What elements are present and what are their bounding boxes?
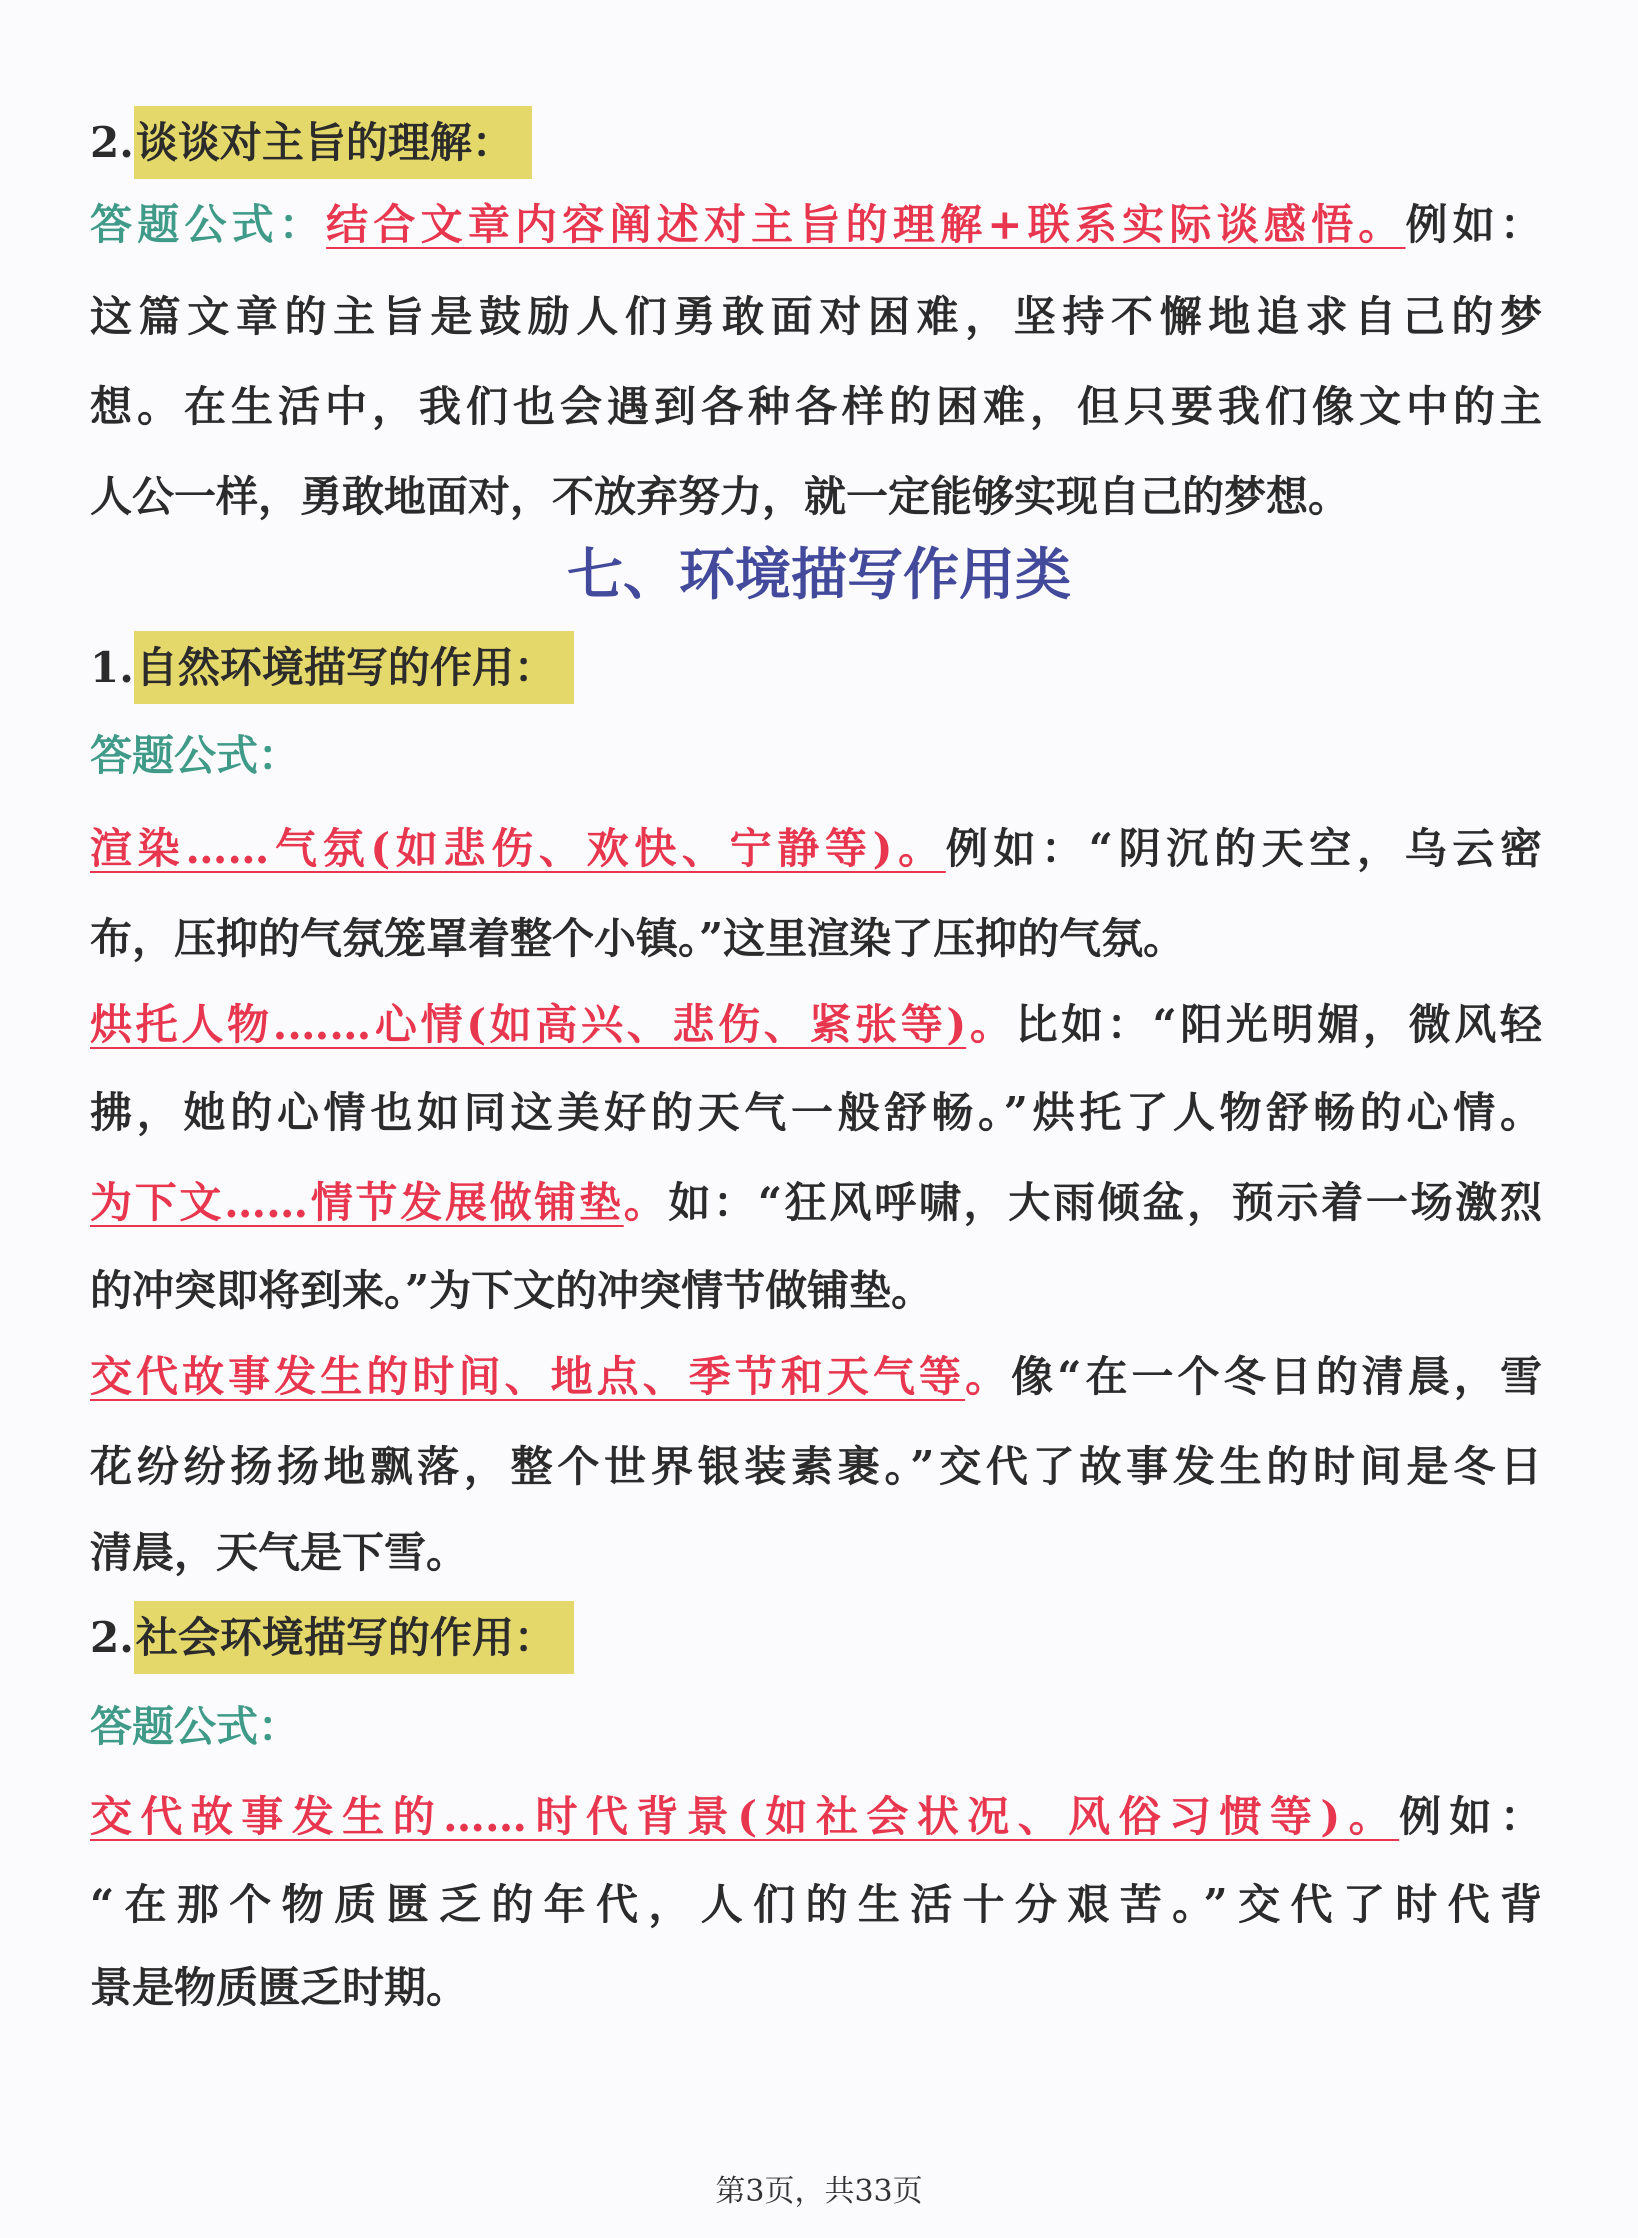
highlighted-title: 社会环境描写的作用： [134, 1601, 574, 1674]
highlighted-title: 谈谈对主旨的理解： [134, 106, 532, 179]
formula-text: 结合文章内容阐述对主旨的理解+联系实际谈感悟。 [326, 200, 1406, 249]
text-line: 这篇文章的主旨是鼓励人们勇敢面对困难，坚持不懈地追求自己的梦 [90, 292, 1542, 341]
text-line: 清晨，天气是下雪。 [90, 1528, 469, 1577]
example-text: 比如：“阳光明媚，微风轻 [1015, 1000, 1542, 1049]
example-text: 如：“狂风呼啸，大雨倾盆，预示着一场激烈 [668, 1178, 1542, 1227]
formula-label: 答题公式： [90, 200, 327, 249]
text-line: 想。在生活中，我们也会遇到各种各样的困难，但只要我们像文中的主 [90, 382, 1542, 431]
formula-text: 交代故事发生的时间、地点、季节和天气等 [90, 1352, 966, 1401]
heading-number: 2. [90, 118, 134, 167]
item-line [90, 1173, 1542, 1233]
example-label: 例如： [1399, 1792, 1542, 1841]
formula-text: 烘托人物.……心情(如高兴、悲伤、紧张等) [90, 1000, 967, 1049]
text-line: 布，压抑的气氛笼罩着整个小镇。”这里渲染了压抑的气氛。 [90, 914, 1186, 963]
formula-text: 渲染……气氛(如悲伤、欢快、宁静等)。 [90, 824, 946, 873]
formula-text: 交代故事发生的……时代背景(如社会状况、风俗习惯等)。 [90, 1792, 1400, 1841]
page-footer: 第3页，共33页 [715, 2174, 923, 2209]
text-line: 景是物质匮乏时期。 [90, 1963, 469, 2012]
n2-heading [90, 1608, 1542, 1668]
highlighted-title: 自然环境描写的作用： [134, 631, 574, 704]
formula-label: 答题公式： [90, 731, 301, 780]
example-text: 像“在一个冬日的清晨，雪 [1011, 1352, 1542, 1401]
item-line [90, 1787, 1542, 1847]
s2-formula [90, 195, 1542, 255]
text-line: 拂，她的心情也如同这美好的天气一般舒畅。”烘托了人物舒畅的心情。 [90, 1088, 1542, 1137]
text-line: “在那个物质匮乏的年代，人们的生活十分艰苦。”交代了时代背 [90, 1880, 1542, 1929]
example-text: 例如：“阴沉的天空，乌云密 [945, 824, 1542, 873]
s2-heading [90, 113, 1542, 173]
item-line [90, 995, 1542, 1055]
period: 。 [965, 1352, 1012, 1401]
n1-heading [90, 638, 1542, 698]
item-line [90, 819, 1542, 879]
example-label: 例如： [1405, 200, 1542, 249]
heading-number: 2. [90, 1613, 134, 1662]
period: 。 [623, 1178, 669, 1227]
text-line: 花纷纷扬扬地飘落，整个世界银装素裹。”交代了故事发生的时间是冬日 [90, 1442, 1542, 1491]
text-line: 的冲突即将到来。”为下文的冲突情节做铺垫。 [90, 1266, 934, 1315]
heading-number: 1. [90, 643, 134, 692]
text-line: 人公一样，勇敢地面对，不放弃努力，就一定能够实现自己的梦想。 [90, 472, 1351, 521]
section-heading: 七、环境描写作用类 [567, 542, 1071, 608]
period: 。 [966, 1000, 1016, 1049]
formula-text: 为下文……情节发展做铺垫 [90, 1178, 624, 1227]
item-line [90, 1347, 1542, 1407]
formula-label: 答题公式： [90, 1702, 301, 1751]
